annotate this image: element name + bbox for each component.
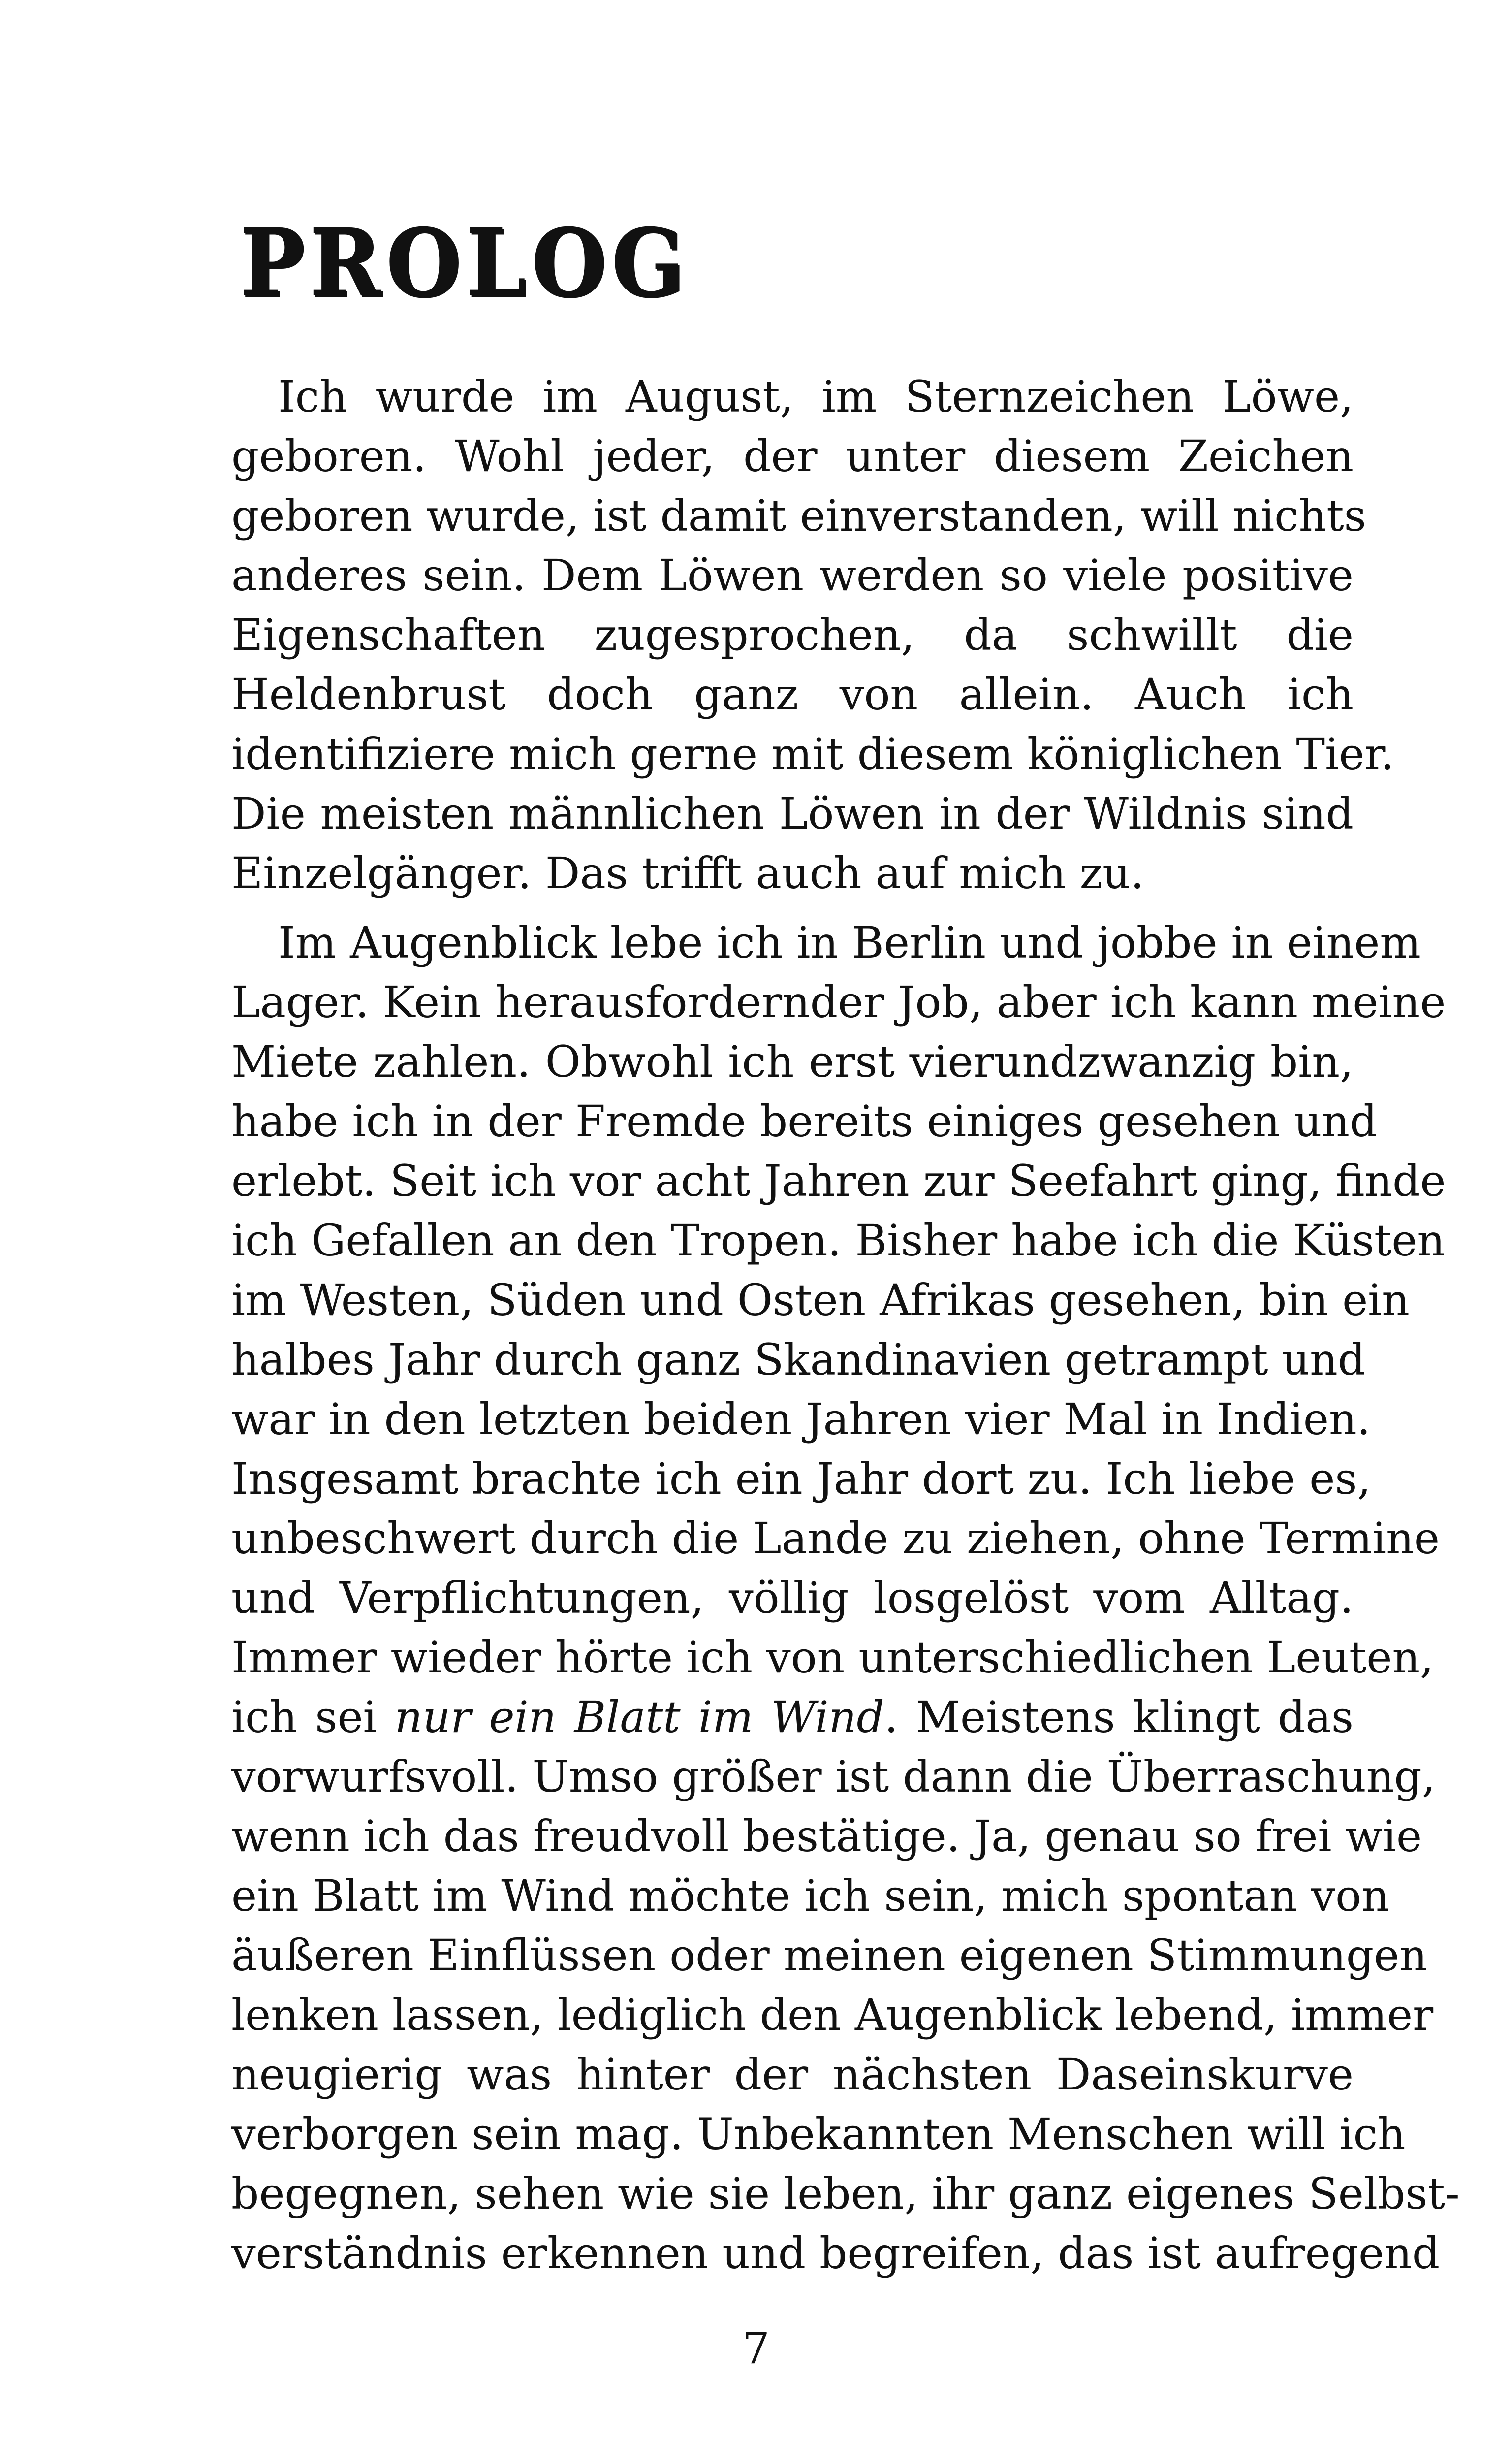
text-line: lenken lassen, lediglich den Augenblick lebend, immer <box>231 1990 1434 2040</box>
text-line: Insgesamt brachte ich ein Jahr dort zu. Ich liebe es, <box>231 1453 1371 1504</box>
text-line: ein Blatt im Wind möchte ich sein, mich spontan von <box>231 1870 1389 1921</box>
text-line: und Verpflichtungen, völlig losgelöst vom Alltag. <box>231 1573 1354 1623</box>
body-text <box>231 367 1460 2283</box>
text-line: Heldenbrust doch ganz von allein. Auch ich <box>231 669 1354 720</box>
text-line: Ich wurde im August, im Sternzeichen Löwe, <box>278 371 1354 422</box>
text-line: geboren wurde, ist damit einverstanden, will nichts <box>231 490 1366 541</box>
text-line: Immer wieder hörte ich von unterschiedlichen Leuten, <box>231 1632 1434 1683</box>
text-line: halbes Jahr durch ganz Skandinavien getrampt und <box>231 1334 1366 1385</box>
text-segment: . Meistens klingt das <box>884 1692 1354 1742</box>
text-line: erlebt. Seit ich vor acht Jahren zur Seefahrt ging, finde <box>231 1156 1446 1206</box>
text-line: wenn ich das freudvoll bestätige. Ja, genau so frei wie <box>231 1811 1422 1862</box>
text-line: Im Augenblick lebe ich in Berlin und jobbe in einem <box>278 917 1421 968</box>
chapter-title: PROLOG <box>240 208 690 318</box>
text-line: Einzelgänger. Das trifft auch auf mich zu. <box>231 848 1144 899</box>
text-line: verständnis erkennen und begreifen, das ist aufregend <box>231 2228 1440 2279</box>
text-line: war in den letzten beiden Jahren vier Mal in Indien. <box>231 1394 1371 1445</box>
text-line: vorwurfsvoll. Umso größer ist dann die Überraschung, <box>231 1751 1436 1802</box>
text-line: Miete zahlen. Obwohl ich erst vierundzwanzig bin, <box>231 1036 1354 1087</box>
text-line: verborgen sein mag. Unbekannten Menschen will ich <box>231 2109 1406 2159</box>
text-line: Die meisten männlichen Löwen in der Wildnis sind <box>231 788 1354 839</box>
text-segment: ich sei <box>231 1692 395 1742</box>
paragraph-2 <box>231 913 1460 2283</box>
text-line: ich Gefallen an den Tropen. Bisher habe ich die Küsten <box>231 1215 1446 1266</box>
text-line: begegnen, sehen wie sie leben, ihr ganz eigenes Selbst- <box>231 2168 1460 2219</box>
text-line: geboren. Wohl jeder, der unter diesem Zeichen <box>231 431 1354 482</box>
text-line: identifiziere mich gerne mit diesem königlichen Tier. <box>231 729 1394 779</box>
page-number: 7 <box>742 2323 770 2374</box>
emphasis-text: nur ein Blatt im Wind <box>394 1692 884 1742</box>
text-line: äußeren Einflüssen oder meinen eigenen Stimmungen <box>231 1930 1427 1981</box>
text-line-with-emphasis <box>231 1687 1354 1747</box>
text-line: unbeschwert durch die Lande zu ziehen, ohne Termine <box>231 1513 1440 1564</box>
text-line: neugierig was hinter der nächsten Daseinskurve <box>231 2049 1354 2100</box>
text-line: Eigenschaften zugesprochen, da schwillt die <box>231 610 1354 660</box>
text-line: im Westen, Süden und Osten Afrikas gesehen, bin ein <box>231 1275 1410 1325</box>
paragraph-1 <box>231 367 1394 903</box>
text-line: anderes sein. Dem Löwen werden so viele positive <box>231 550 1354 601</box>
text-line: habe ich in der Fremde bereits einiges gesehen und <box>231 1096 1378 1147</box>
text-line: Lager. Kein herausfordernder Job, aber ich kann meine <box>231 977 1446 1028</box>
